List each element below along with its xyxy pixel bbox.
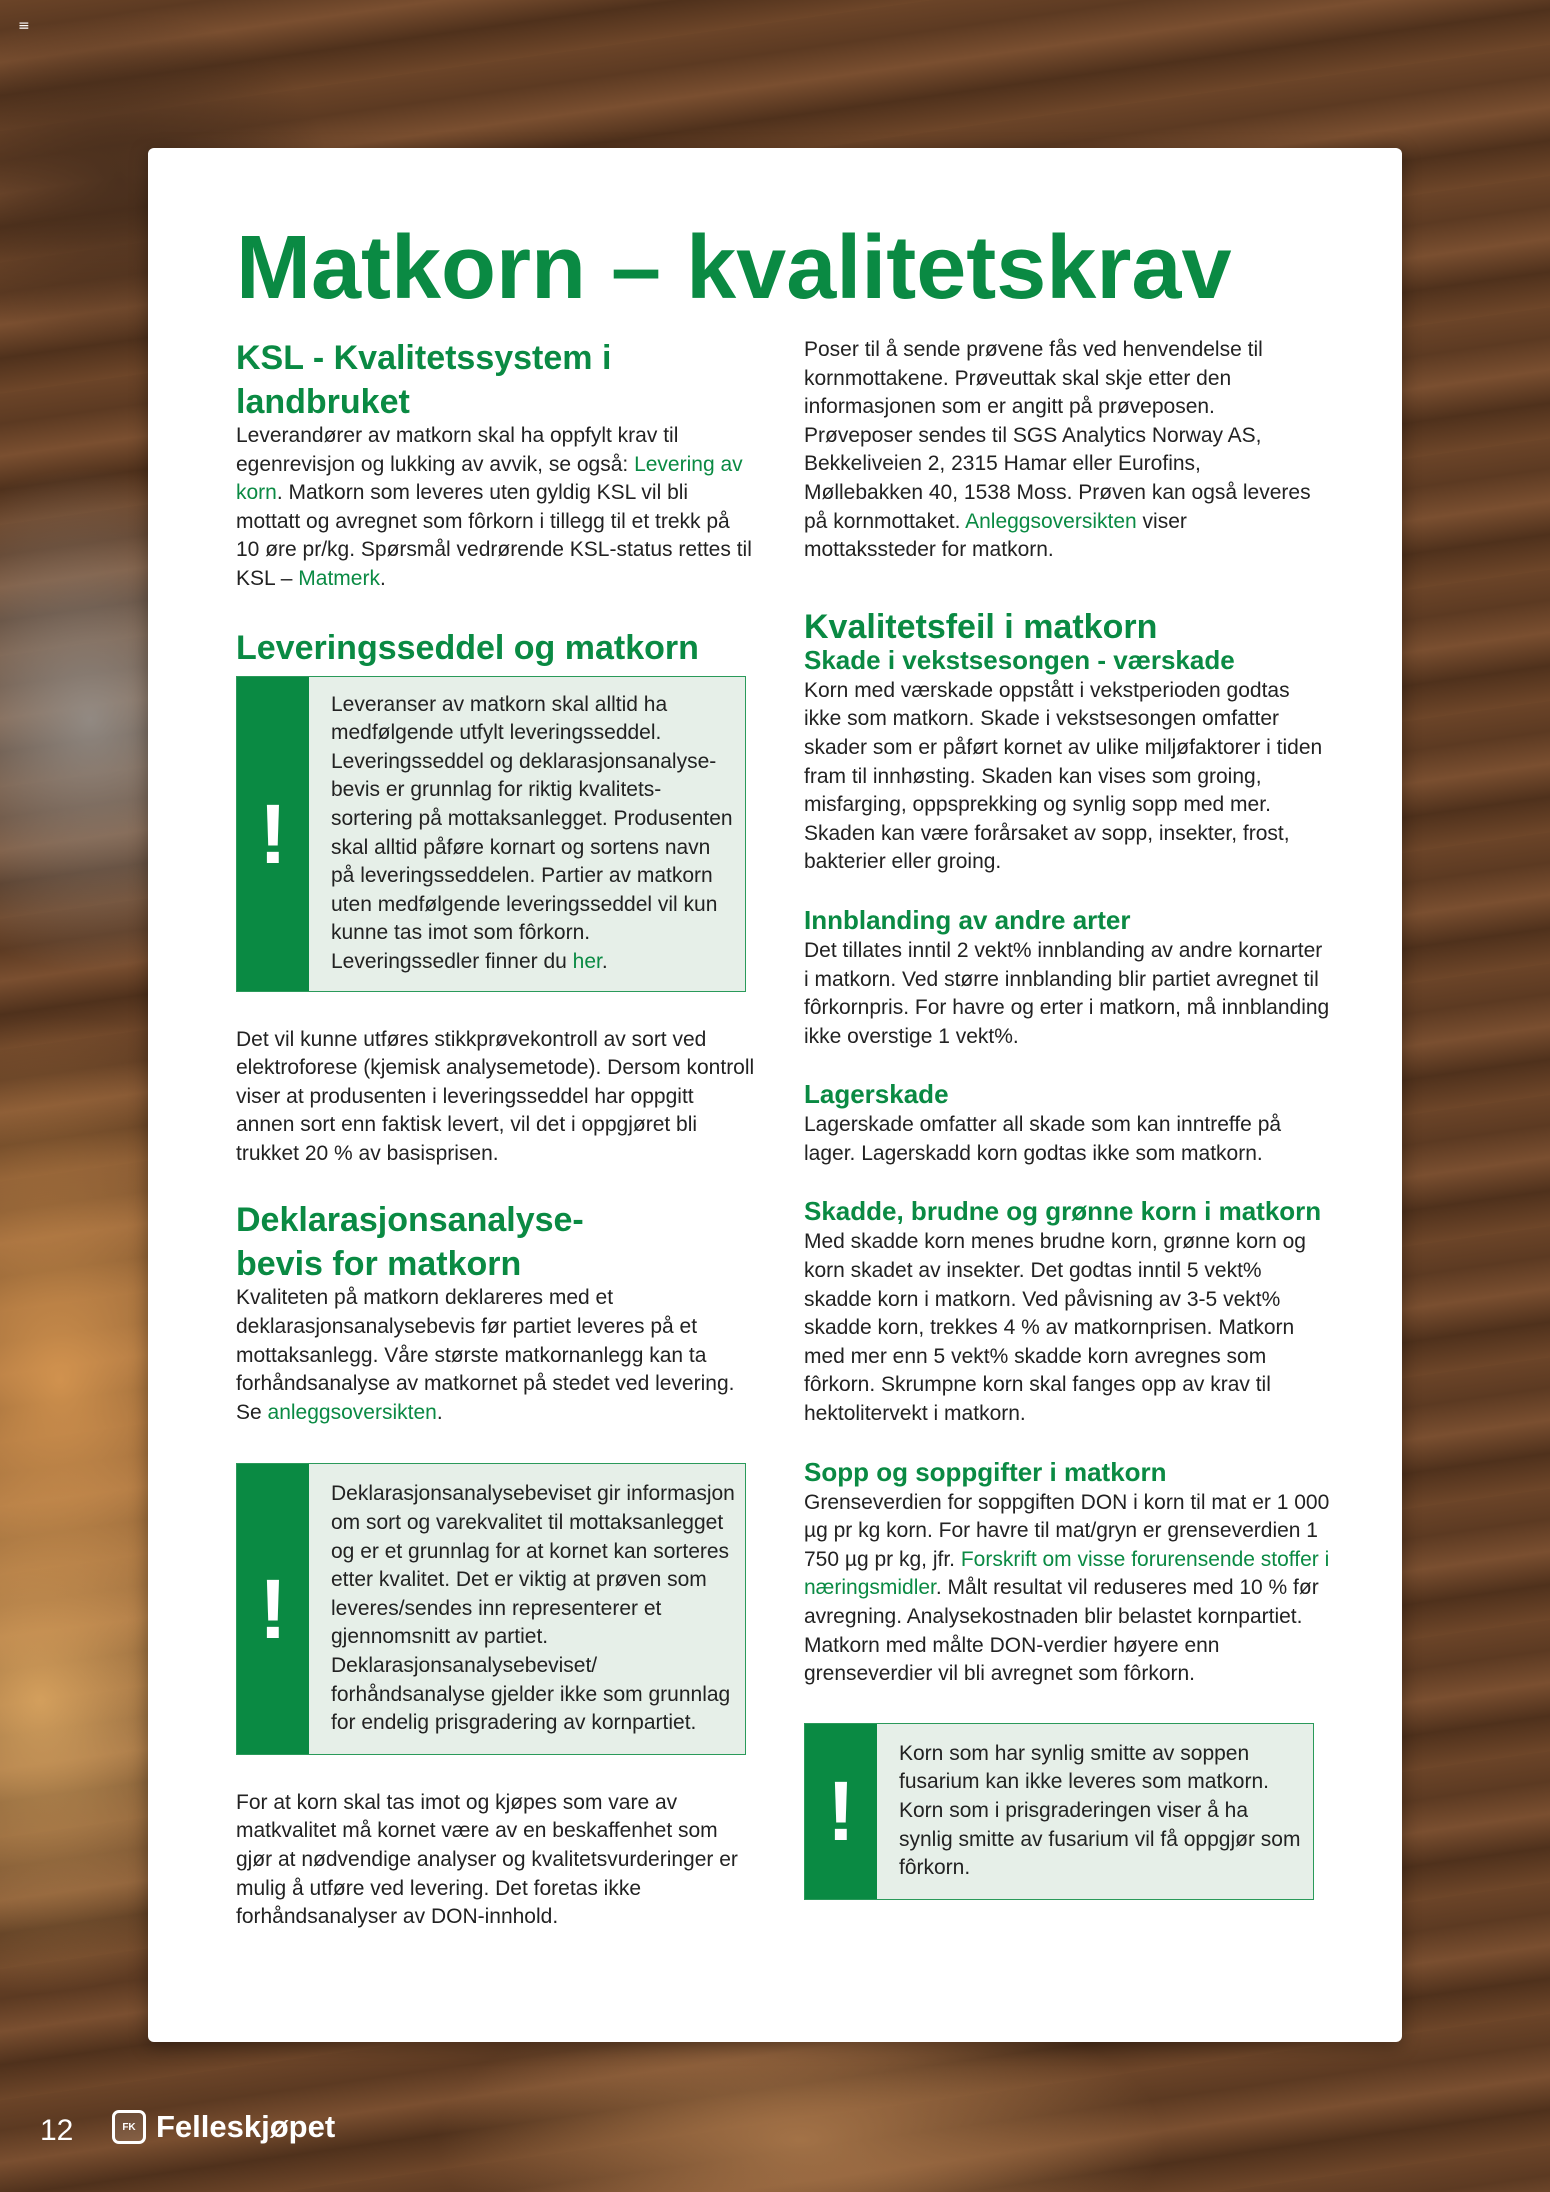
ksl-text — [236, 422, 756, 594]
right-column — [804, 336, 1330, 1900]
note-text-end: . — [601, 949, 608, 973]
sopp-text-1: Grenseverdien for soppgiften DON i korn til mat er 1 000 µg pr kg korn. For havre til mat/gryn er grenseverdien 1 750 µg pr kg, jfr. — [804, 1490, 1330, 1571]
exclamation-icon: ! — [259, 786, 287, 881]
menu-icon[interactable]: ≡ — [18, 18, 30, 34]
deklarasjon-text — [236, 1284, 756, 1427]
intro-text-2: viser mottakssteder for matkorn. — [804, 509, 1187, 562]
ksl-heading: KSL - Kvalitetssystem i landbruket — [236, 339, 612, 421]
deklarasjon-heading: Deklarasjonsanalyse-bevis for matkorn — [236, 1201, 584, 1284]
innblanding-text: Det tillates inntil 2 vekt% innblanding av andre kornarter i matkorn. Ved større innblanding blir partiet avregnet til fôrkornpris. For havre og erter i matkorn, må innblanding ikke overstige 1 vekt%. — [804, 938, 1330, 1048]
sopp-heading: Sopp og soppgifter i matkorn — [804, 1456, 1167, 1487]
matkvalitet-paragraph: For at korn skal tas imot og kjøpes som vare av matkvalitet må kornet være av en beskaffenhet som gjør at nødvendige analyser og kvalitetsvurderinger er mulig å utføre ved levering. Det foretas ikke forhåndsanalyser av DON-innhold. — [236, 1790, 738, 1929]
deklarasjon-text-2: . — [436, 1400, 443, 1424]
proveposer-paragraph — [804, 336, 1314, 565]
fusarium-note — [804, 1723, 1314, 1900]
note-text-body: Leveranser av matkorn skal alltid ha medfølgende utfylt leveringsseddel. Leveringsseddel og deklarasjonsanalyse-bevis er grunnlag for riktig kvalitets-sortering på mottaksanlegget. Produsenten skal alltid påføre kornart og sortens navn på leveringsseddelen. Partier av matkorn uten medfølgende leveringsseddel vil kun kunne tas imot som fôrkorn. Leveringssedler finner du — [331, 692, 733, 973]
kvalitetsfeil-heading: Kvalitetsfeil i matkorn — [804, 607, 1158, 646]
ksl-text-2: . Matkorn som leveres uten gyldig KSL vil bli mottatt og avregnet som fôrkorn i tillegg til et trekk på 10 øre pr/kg. Spørsmål vedrørende KSL-status rettes til KSL – — [236, 481, 752, 590]
ksl-text-3: . — [379, 566, 386, 590]
skadde-korn-text: Med skadde korn menes brudne korn, grønne korn og korn skadet av insekter. Det godtas inntil 5 vekt% skadde korn i matkorn. Ved påvisning av 3-5 vekt% skadde korn, trekkes 4 % av matkornprisen. Matkorn med mer enn 5 vekt% skadde korn avregnes som fôrkorn. Skrumpne korn skal fanges opp av krav til hektolitervekt i matkorn. — [804, 1230, 1306, 1426]
levering-av-korn-link[interactable]: Levering av korn — [236, 452, 743, 505]
lagerskade-text: Lagerskade omfatter all skade som kan inntreffe på lager. Lagerskadd korn godtas ikke som matkorn. — [804, 1113, 1282, 1165]
exclamation-icon: ! — [827, 1764, 855, 1859]
leveringsseddel-heading: Leveringsseddel og matkorn — [236, 628, 699, 667]
fusarium-note-text: Korn som har synlig smitte av soppen fusarium kan ikke leveres som matkorn. Korn som i prisgraderingen viser å ha synlig smitte av fusarium vil få oppgjør som fôrkorn. — [899, 1741, 1301, 1880]
ksl-text-1: Leverandører av matkorn skal ha oppfylt krav til egenrevisjon og lukking av avvik, se også: — [236, 424, 679, 476]
felleskjopet-logo-icon: FK — [112, 2110, 146, 2144]
her-link[interactable]: her — [572, 949, 602, 973]
leveringsseddel-note — [236, 676, 746, 992]
leveringsseddel-note-text — [309, 677, 745, 991]
vaerskade-text: Korn med værskade oppstått i vekstperioden godtas ikke som matkorn. Skade i vekstsesongen omfatter skader som er påført kornet av ulike miljøfaktorer i tiden fram til innhøsting. Skaden kan vises som groing, misfarging, oppsprekking og synlig sopp med mer. Skaden kan være forårsaket av sopp, insekter, frost, bakterier eller groing. — [804, 678, 1323, 874]
innblanding-heading: Innblanding av andre arter — [804, 904, 1131, 935]
anleggsoversikten-link[interactable]: anleggsoversikten — [267, 1400, 437, 1424]
exclamation-icon: ! — [259, 1562, 287, 1657]
anleggsoversikten-link[interactable]: Anleggsoversikten — [965, 509, 1137, 533]
page-number: 12 — [40, 2114, 74, 2147]
vaerskade-heading: Skade i vekstsesongen - værskade — [804, 644, 1235, 675]
skadde-korn-heading: Skadde, brudne og grønne korn i matkorn — [804, 1196, 1322, 1227]
page-title: Matkorn – kvalitetskrav — [236, 218, 1232, 318]
brand-name: Felleskjøpet — [156, 2109, 336, 2144]
intro-text-1: Poser til å sende prøvene fås ved henvendelse til kornmottakene. Prøveuttak skal skje etter den informasjonen som er angitt på prøveposen. Prøveposer sendes til SGS Analytics Norway AS, Bekkeliveien 2, 2315 Hamar eller Eurofins, Møllebakken 40, 1538 Moss. Prøven kan også leveres på kornmottaket. — [804, 338, 1311, 533]
lagerskade-heading: Lagerskade — [804, 1079, 949, 1110]
sopp-text-2: . Målt resultat vil reduseres med 10 % før avregning. Analysekostnaden blir belastet kornpartiet. Matkorn med målte DON-verdier høyere enn grenseverdier vil bli avregnet som fôrkorn. — [804, 1576, 1319, 1686]
left-column — [236, 336, 756, 1932]
deklarasjon-note — [236, 1463, 746, 1754]
sopp-text — [804, 1489, 1330, 1689]
note-bar — [237, 1464, 309, 1753]
deklarasjon-note-text: Deklarasjonsanalysebeviset gir informasjon om sort og varekvalitet til mottaksanlegget og er et grunnlag for at kornet kan sorteres etter kvalitet. Det er viktig at prøven som leveres/sendes inn representerer et gjennomsnitt av partiet. Deklarasjonsanalysebeviset/ forhåndsanalyse gjelder ikke som grunnlag for endelig prisgradering av kornpartiet. — [331, 1482, 735, 1735]
deklarasjon-text-1: Kvaliteten på matkorn deklareres med et deklarasjonsanalysebevis før partiet leveres på et mottaksanlegg. Våre største matkornanlegg kan ta forhåndsanalyse av matkornet på stedet ved levering. Se — [236, 1286, 735, 1424]
forskrift-link[interactable]: Forskrift om visse forurensende stoffer i næringsmidler — [804, 1547, 1330, 1600]
note-bar — [237, 677, 309, 991]
stikkprove-paragraph: Det vil kunne utføres stikkprøvekontroll av sort ved elektroforese (kjemisk analysemetode). Dersom kontroll viser at produsenten i leveringsseddel har oppgitt annen sort enn faktisk levert, vil det i oppgjøret bli trukket 20 % av basisprisen. — [236, 1027, 755, 1165]
matmerk-link[interactable]: Matmerk — [298, 566, 380, 590]
note-bar — [805, 1724, 877, 1899]
felleskjopet-logo[interactable] — [112, 2109, 335, 2145]
